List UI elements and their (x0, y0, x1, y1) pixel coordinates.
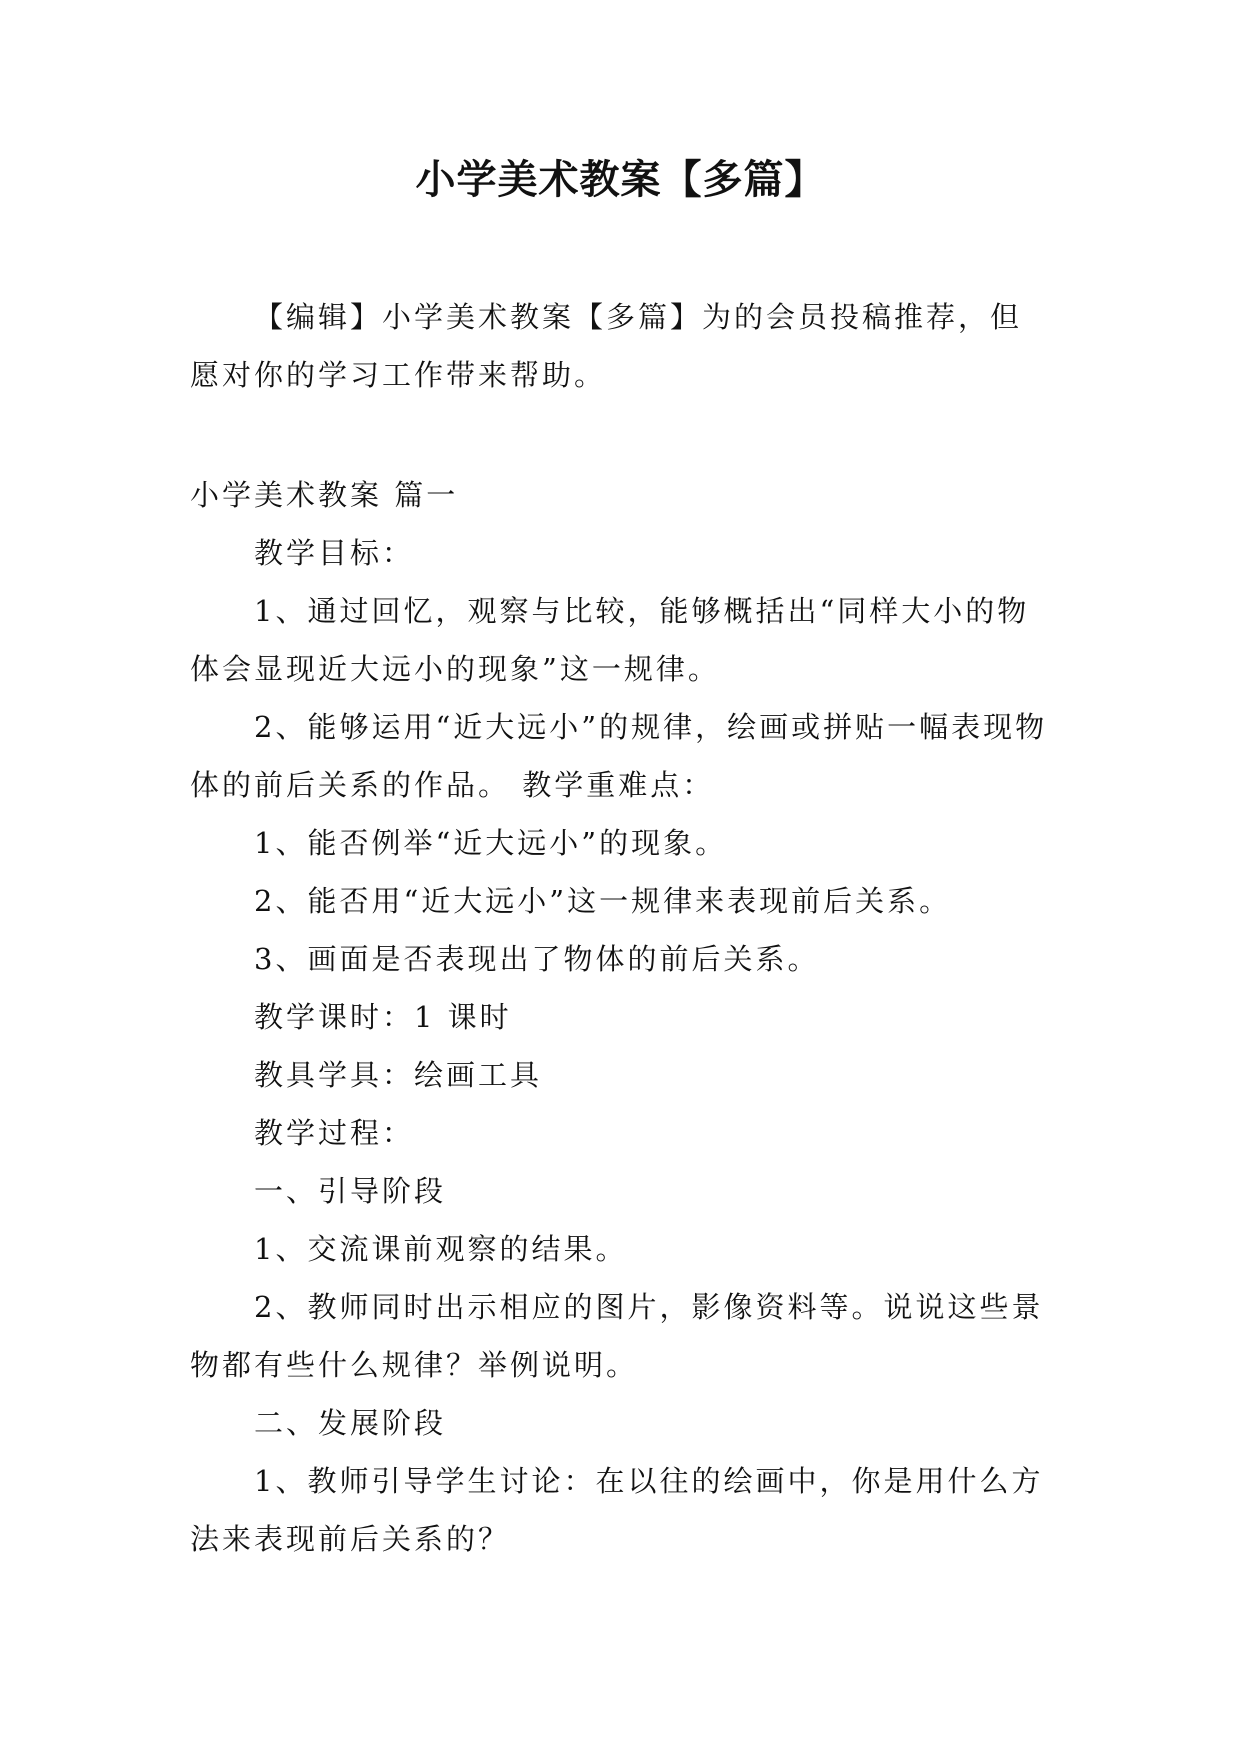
paragraph: 2、教师同时出示相应的图片，影像资料等。说说这些景物都有些什么规律？举例说明。 (190, 1290, 1044, 1382)
section-heading: 小学美术教案 篇一 (190, 478, 459, 512)
paragraph: 一、引导阶段 (254, 1174, 447, 1208)
paragraph: 教学过程： (254, 1116, 415, 1150)
paragraph: 教具学具：绘画工具 (254, 1058, 543, 1092)
document-title: 小学美术教案【多篇】 (415, 157, 826, 203)
paragraph: 2、能够运用“近大远小”的规律，绘画或拼贴一幅表现物体的前后关系的作品。 教学重难点： (190, 710, 1048, 802)
paragraph: 1、能否例举“近大远小”的现象。 (254, 826, 728, 860)
paragraph: 1、通过回忆，观察与比较，能够概括出“同样大小的物体会显现近大远小的现象”这一规律。 (190, 594, 1030, 686)
paragraph: 1、交流课前观察的结果。 (254, 1232, 628, 1266)
paragraph: 教学目标： (254, 536, 415, 570)
intro-paragraph: 【编辑】小学美术教案【多篇】为的会员投稿推荐，但愿对你的学习工作带来帮助。 (190, 300, 1023, 392)
paragraph: 二、发展阶段 (254, 1406, 447, 1440)
paragraph: 教学课时：1 课时 (254, 1000, 512, 1034)
document-body (190, 288, 1050, 1568)
paragraph: 2、能否用“近大远小”这一规律来表现前后关系。 (254, 884, 952, 918)
paragraph: 3、画面是否表现出了物体的前后关系。 (254, 942, 820, 976)
paragraph: 1、教师引导学生讨论：在以往的绘画中，你是用什么方法来表现前后关系的？ (190, 1464, 1044, 1556)
